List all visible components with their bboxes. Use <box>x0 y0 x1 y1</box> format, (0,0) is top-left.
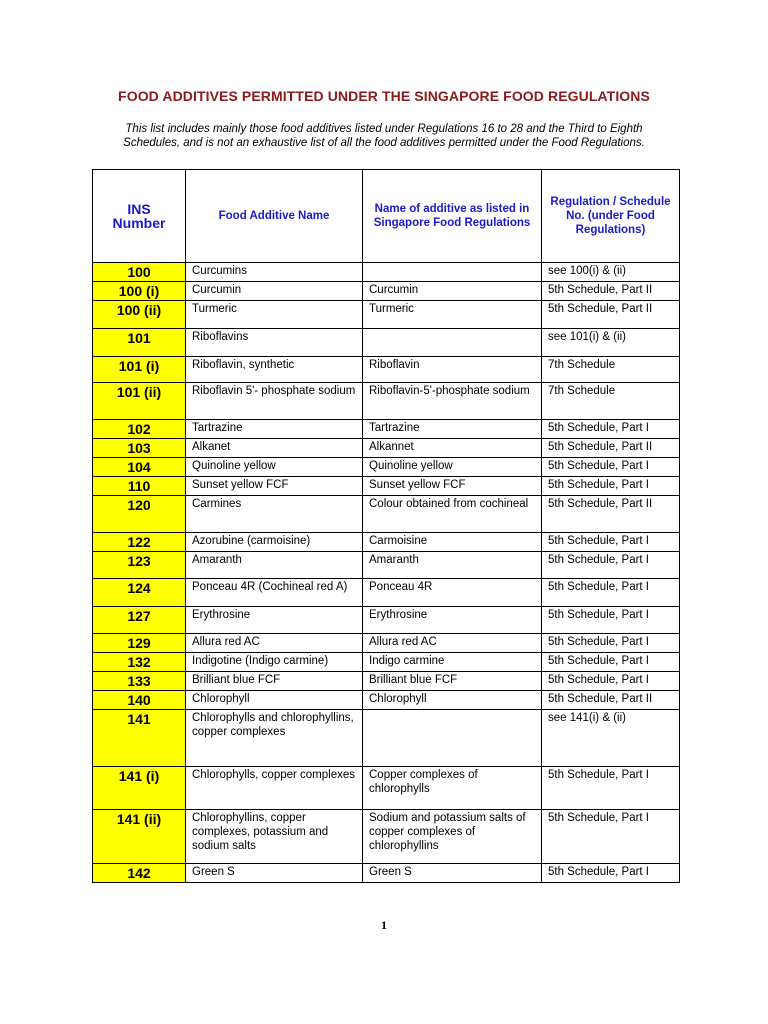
regulation-cell: 5th Schedule, Part I <box>542 552 680 579</box>
additive-name-cell: Sunset yellow FCF <box>186 477 363 496</box>
listed-name-cell: Sodium and potassium salts of copper complexes of chlorophyllins <box>363 810 542 864</box>
regulation-cell: 5th Schedule, Part I <box>542 477 680 496</box>
regulation-cell: 5th Schedule, Part I <box>542 672 680 691</box>
listed-name-cell: Riboflavin-5'-phosphate sodium <box>363 383 542 420</box>
ins-number-cell: 103 <box>93 439 186 458</box>
document-title: FOOD ADDITIVES PERMITTED UNDER THE SINGAPORE FOOD REGULATIONS <box>118 88 650 104</box>
ins-number-cell: 141 (i) <box>93 767 186 810</box>
ins-number-cell: 100 (ii) <box>93 301 186 329</box>
table-row <box>93 579 680 607</box>
table-row <box>93 691 680 710</box>
additive-name-cell: Chlorophyllins, copper complexes, potassium and sodium salts <box>186 810 363 864</box>
listed-name-cell: Alkannet <box>363 439 542 458</box>
table-row <box>93 864 680 883</box>
additive-name-cell: Erythrosine <box>186 607 363 634</box>
table-row <box>93 477 680 496</box>
regulation-cell: 5th Schedule, Part II <box>542 439 680 458</box>
regulation-cell: see 101(i) & (ii) <box>542 329 680 357</box>
listed-name-cell: Copper complexes of chlorophylls <box>363 767 542 810</box>
regulation-cell: 5th Schedule, Part I <box>542 653 680 672</box>
regulation-cell: 5th Schedule, Part II <box>542 496 680 533</box>
listed-name-cell: Curcumin <box>363 282 542 301</box>
listed-name-cell: Ponceau 4R <box>363 579 542 607</box>
table-row <box>93 533 680 552</box>
ins-number-cell: 129 <box>93 634 186 653</box>
regulation-cell: see 141(i) & (ii) <box>542 710 680 767</box>
listed-name-cell: Brilliant blue FCF <box>363 672 542 691</box>
table-body <box>93 263 680 883</box>
table-row <box>93 439 680 458</box>
intro-line: This list includes mainly those food additives listed under Regulations 16 to 28 and the Third to Eighth <box>125 123 643 135</box>
listed-name-cell: Riboflavin <box>363 357 542 383</box>
regulation-cell: see 100(i) & (ii) <box>542 263 680 282</box>
ins-number-cell: 100 <box>93 263 186 282</box>
table-row <box>93 282 680 301</box>
listed-name-cell: Green S <box>363 864 542 883</box>
listed-name-cell: Erythrosine <box>363 607 542 634</box>
additive-name-cell: Chlorophyll <box>186 691 363 710</box>
listed-name-cell: Tartrazine <box>363 420 542 439</box>
listed-name-cell: Indigo carmine <box>363 653 542 672</box>
header-regulation: Regulation / Schedule No. (under Food Regulations) <box>542 170 680 263</box>
additive-name-cell: Allura red AC <box>186 634 363 653</box>
additive-name-cell: Quinoline yellow <box>186 458 363 477</box>
header-food-additive-name: Food Additive Name <box>186 170 363 263</box>
additive-name-cell: Chlorophylls, copper complexes <box>186 767 363 810</box>
additive-name-cell: Ponceau 4R (Cochineal red A) <box>186 579 363 607</box>
additive-name-cell: Riboflavin 5'- phosphate sodium <box>186 383 363 420</box>
additive-name-cell: Alkanet <box>186 439 363 458</box>
intro-paragraph <box>100 122 668 150</box>
ins-number-cell: 127 <box>93 607 186 634</box>
additive-name-cell: Azorubine (carmoisine) <box>186 533 363 552</box>
regulation-cell: 5th Schedule, Part II <box>542 691 680 710</box>
table-row <box>93 263 680 282</box>
listed-name-cell: Chlorophyll <box>363 691 542 710</box>
additive-name-cell: Turmeric <box>186 301 363 329</box>
ins-number-cell: 133 <box>93 672 186 691</box>
ins-number-cell: 104 <box>93 458 186 477</box>
regulation-cell: 7th Schedule <box>542 383 680 420</box>
table-row <box>93 634 680 653</box>
listed-name-cell: Allura red AC <box>363 634 542 653</box>
listed-name-cell: Amaranth <box>363 552 542 579</box>
additive-name-cell: Curcumins <box>186 263 363 282</box>
regulation-cell: 5th Schedule, Part I <box>542 420 680 439</box>
listed-name-cell: Colour obtained from cochineal <box>363 496 542 533</box>
listed-name-cell <box>363 710 542 767</box>
ins-number-cell: 132 <box>93 653 186 672</box>
listed-name-cell <box>363 263 542 282</box>
regulation-cell: 5th Schedule, Part II <box>542 301 680 329</box>
ins-number-cell: 124 <box>93 579 186 607</box>
table-row <box>93 552 680 579</box>
additive-name-cell: Green S <box>186 864 363 883</box>
regulation-cell: 7th Schedule <box>542 357 680 383</box>
regulation-cell: 5th Schedule, Part I <box>542 864 680 883</box>
additive-name-cell: Amaranth <box>186 552 363 579</box>
additive-name-cell: Brilliant blue FCF <box>186 672 363 691</box>
ins-number-cell: 101 (i) <box>93 357 186 383</box>
ins-number-cell: 102 <box>93 420 186 439</box>
listed-name-cell: Quinoline yellow <box>363 458 542 477</box>
ins-number-cell: 140 <box>93 691 186 710</box>
listed-name-cell <box>363 329 542 357</box>
ins-number-cell: 101 (ii) <box>93 383 186 420</box>
ins-number-cell: 101 <box>93 329 186 357</box>
table-row <box>93 383 680 420</box>
table-row <box>93 810 680 864</box>
table-row <box>93 496 680 533</box>
ins-number-cell: 110 <box>93 477 186 496</box>
ins-number-cell: 120 <box>93 496 186 533</box>
regulation-cell: 5th Schedule, Part I <box>542 607 680 634</box>
table-row <box>93 710 680 767</box>
table-row <box>93 672 680 691</box>
ins-number-cell: 122 <box>93 533 186 552</box>
ins-number-cell: 141 (ii) <box>93 810 186 864</box>
table-row <box>93 301 680 329</box>
additive-name-cell: Tartrazine <box>186 420 363 439</box>
listed-name-cell: Carmoisine <box>363 533 542 552</box>
table-row <box>93 653 680 672</box>
page-number: 1 <box>381 918 387 932</box>
additive-name-cell: Chlorophylls and chlorophyllins, copper complexes <box>186 710 363 767</box>
regulation-cell: 5th Schedule, Part I <box>542 458 680 477</box>
table-row <box>93 420 680 439</box>
regulation-cell: 5th Schedule, Part I <box>542 634 680 653</box>
regulation-cell: 5th Schedule, Part II <box>542 282 680 301</box>
table-row <box>93 767 680 810</box>
ins-number-cell: 123 <box>93 552 186 579</box>
ins-number-cell: 100 (i) <box>93 282 186 301</box>
table-header-row <box>93 170 680 263</box>
regulation-cell: 5th Schedule, Part I <box>542 767 680 810</box>
additive-name-cell: Riboflavins <box>186 329 363 357</box>
listed-name-cell: Turmeric <box>363 301 542 329</box>
regulation-cell: 5th Schedule, Part I <box>542 810 680 864</box>
ins-number-cell: 141 <box>93 710 186 767</box>
additive-name-cell: Indigotine (Indigo carmine) <box>186 653 363 672</box>
additive-name-cell: Curcumin <box>186 282 363 301</box>
regulation-cell: 5th Schedule, Part I <box>542 579 680 607</box>
listed-name-cell: Sunset yellow FCF <box>363 477 542 496</box>
additive-name-cell: Riboflavin, synthetic <box>186 357 363 383</box>
ins-number-cell: 142 <box>93 864 186 883</box>
regulation-cell: 5th Schedule, Part I <box>542 533 680 552</box>
header-ins-number: INS Number <box>93 170 186 263</box>
table-row <box>93 458 680 477</box>
table-row <box>93 607 680 634</box>
additives-table <box>92 169 680 883</box>
table-row <box>93 357 680 383</box>
intro-line: Schedules, and is not an exhaustive list of all the food additives permitted under the Food Regulations. <box>123 137 645 149</box>
header-listed-name: Name of additive as listed in Singapore Food Regulations <box>363 170 542 263</box>
additive-name-cell: Carmines <box>186 496 363 533</box>
table-row <box>93 329 680 357</box>
